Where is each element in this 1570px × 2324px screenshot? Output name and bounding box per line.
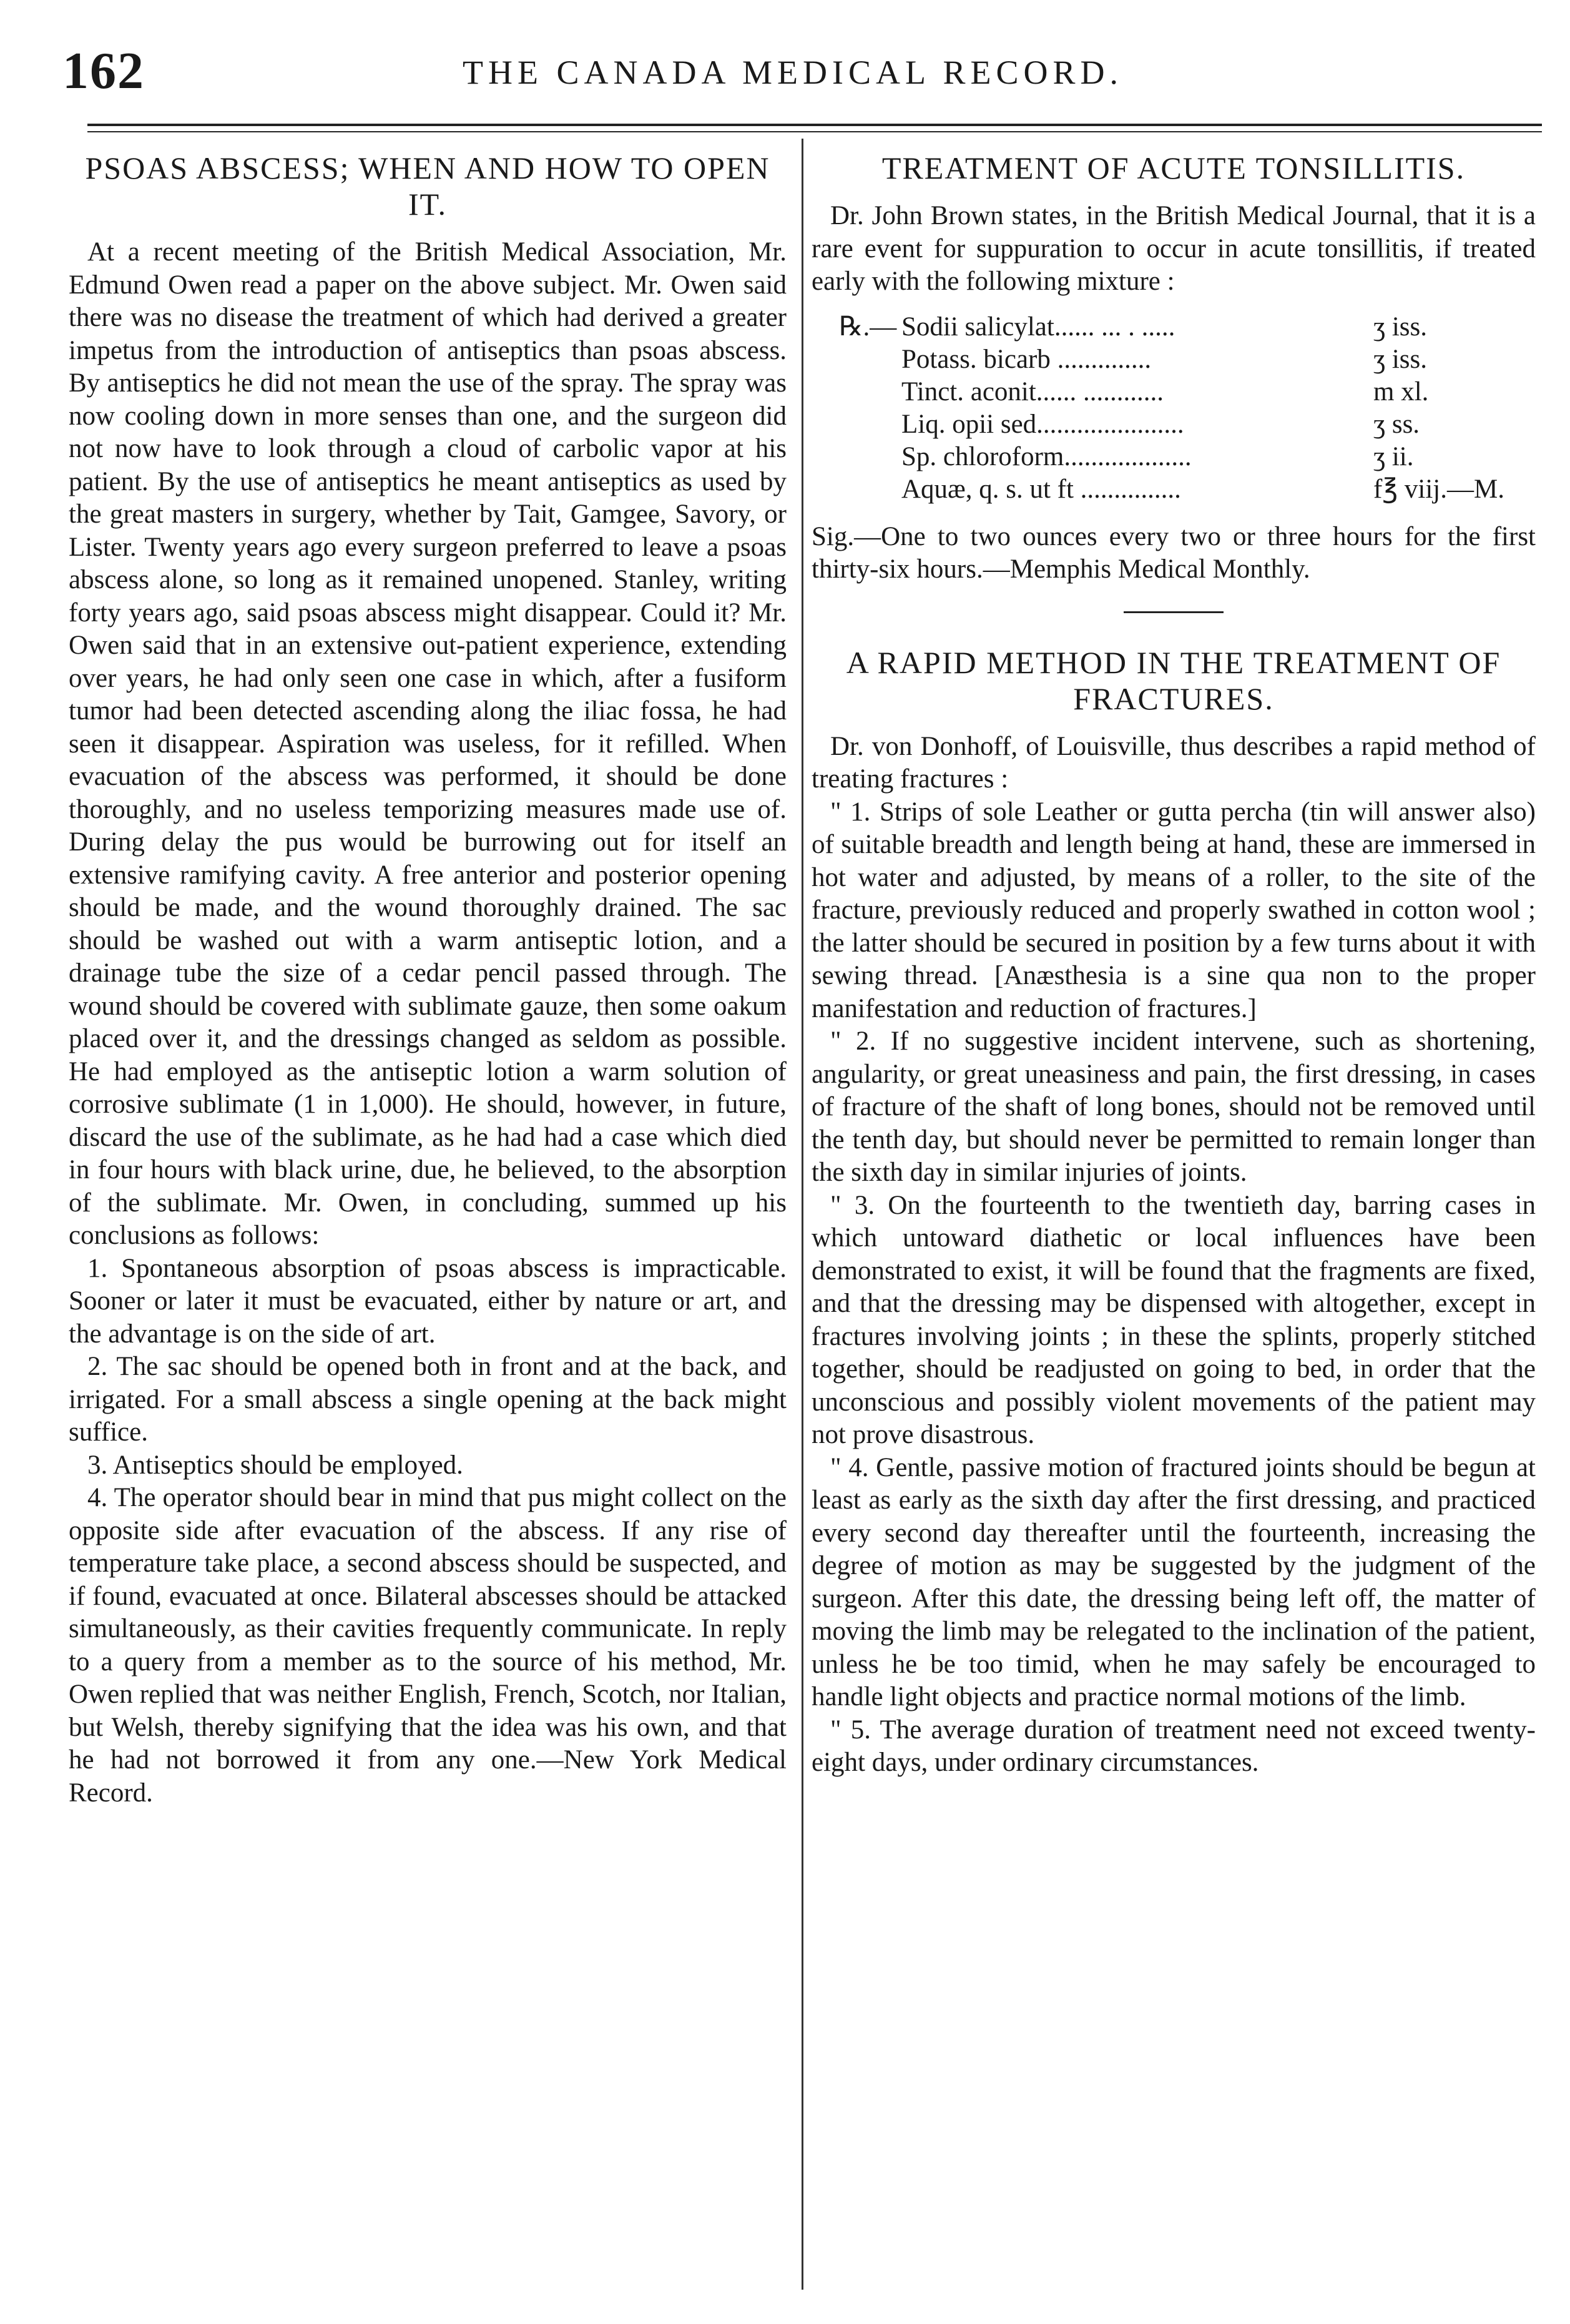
rx-symbol [839, 376, 901, 408]
prescription-line [839, 408, 1536, 441]
prescription [839, 311, 1536, 506]
column-divider [802, 139, 803, 2290]
dose: ʒ iss. [1373, 344, 1427, 374]
dose: m xl. [1373, 377, 1429, 406]
paragraph: At a recent meeting of the British Medical Association, Mr. Edmund Owen read a paper on the above subject. Mr. Owen said there was no disease the treatment of which had derived a greater impetus from the introduction of antiseptics than psoas abscess. By antiseptics he did not mean the use of the spray. The spray was now cooling down in more senses than one, and the surgeon did not now have to look through a cloud of carbolic vapor at his patient. By the use of antiseptics he meant antiseptics as used by the great masters in surgery, whether by Tait, Gamgee, Savory, or Lister. Twenty years ago every surgeon preferred to leave a psoas abscess alone, so long as it remained unopened. Stanley, writing forty years ago, said psoas abscess might disappear. Could it? Mr. Owen said that in an extensive out-patient experience, extending over years, he had only seen one case in which, after a fusiform tumor had been detected ascending along the iliac fossa, he had seen it disappear. Aspiration was useless, for it refilled. When evacuation of the abscess was performed, it should be done thoroughly, and no useless temporizing measures made use of. During delay the pus would be burrowing out for itself an extensive ramifying cavity. A free anterior and posterior opening should be made, and the wound thoroughly drained. The sac should be washed out with a warm antiseptic lotion, and a drainage tube the size of a cedar pencil passed through. The wound should be covered with sublimate gauze, then some oakum placed over it, and the dressings changed as seldom as possible. He had employed as the antiseptic lotion a warm solution of corrosive sublimate (1 in 1,000). He should, however, in future, discard the use of the sublimate, as he had had a case which died in four hours with black urine, due, he believed, to the absorption of the sublimate. Mr. Owen, in concluding, summed up his conclusions as follows: [69, 237, 787, 1250]
prescription-line [839, 441, 1536, 473]
paragraph: Dr. John Brown states, in the British Medical Journal, that it is a rare event for suppuration to occur in acute tonsillitis, if treated early with the following mixture : [812, 201, 1536, 296]
dose: ʒ iss. [1373, 312, 1427, 342]
header-rule-thick [87, 124, 1542, 126]
prescription-line [839, 473, 1536, 506]
signa-paragraph: Sig.—One to two ounces every two or three hours for the first thirty-six hours.—Memphis Medical Monthly. [812, 521, 1536, 584]
ingredient: Sp. chloroform................... [901, 441, 1192, 471]
conclusion-item: 4. The operator should bear in mind that pus might collect on the opposite side after evacuation of the abscess. If any rise of temperature take place, a second abscess should be suspected, and if found, evacuated at once. Bilateral abscesses should be attacked simultaneously, as their cavities frequently communicate. In reply to a query from a member as to the source of his method, Mr. Owen replied that was neither English, French, Scotch, nor Italian, but Welsh, thereby signifying that the idea was his own, and that he had not borrowed it from any one.—New York Medical Record. [69, 1483, 787, 1808]
rx-symbol [839, 343, 901, 376]
header-rule-thin [87, 131, 1542, 132]
prescription-line [839, 343, 1536, 376]
dose: ʒ ii. [1373, 441, 1414, 471]
rx-symbol [839, 408, 901, 441]
rx-symbol [839, 441, 901, 473]
ingredient: Potass. bicarb .............. [901, 344, 1152, 374]
rx-symbol: ℞.— [839, 312, 897, 342]
numbered-paragraph: " 1. Strips of sole Leather or gutta percha (tin will answer also) of suitable breadth and length being at hand, these are immersed in hot water and adjusted, by means of a roller, to the site of the fracture, previously reduced and properly swathed in cotton wool ; the latter should be secured in position by a few turns about it with sewing thread. [Anæsthesia is a sine qua non to the proper manifestation and reduction of fractures.] [812, 797, 1536, 1023]
numbered-paragraph: " 2. If no suggestive incident intervene, such as shortening, angularity, or great uneasiness and pain, the first dressing, in cases of fracture of the shaft of long bones, should not be removed until the tenth day, but should never be permitted to remain longer than the sixth day in similar injuries of joints. [812, 1027, 1536, 1187]
ingredient: Aquæ, q. s. ut ft ............... [901, 474, 1181, 504]
article-title-fractures: A RAPID METHOD IN THE TREATMENT OF FRACTURES. [846, 644, 1501, 716]
numbered-paragraph: " 4. Gentle, passive motion of fractured joints should be begun at least as early as the sixth day after the first dressing, and practiced every second day thereafter until the fourteenth, increasing the degree of motion as may be suggested by the judgment of the surgeon. After this date, the dressing being left off, the matter of moving the limb may be relegated to the inclination of the patient, unless he be too timid, when he may safely be encouraged to handle light objects and practice normal motions of the limb. [812, 1452, 1536, 1711]
left-column [69, 150, 787, 1809]
article-title-psoas: PSOAS ABSCESS; WHEN AND HOW TO OPEN IT. [85, 150, 770, 222]
article-title-tonsillitis: TREATMENT OF ACUTE TONSILLITIS. [881, 150, 1466, 185]
page-number: 162 [62, 42, 145, 100]
conclusion-item: 3. Antiseptics should be employed. [87, 1450, 463, 1480]
ingredient: Liq. opii sed...................... [901, 409, 1184, 439]
running-title: THE CANADA MEDICAL RECORD. [463, 54, 1123, 91]
right-column [812, 150, 1536, 1780]
ingredient: Tinct. aconit...... ............ [901, 377, 1164, 406]
page-header [50, 34, 1536, 109]
numbered-paragraph: " 5. The average duration of treatment need not exceed twenty-eight days, under ordinary circumstances. [812, 1715, 1536, 1777]
dose: f℥ viij.—M. [1373, 474, 1504, 504]
ingredient: Sodii salicylat...... ... . ..... [901, 312, 1175, 342]
conclusion-item: 1. Spontaneous absorption of psoas abscess is impracticable. Sooner or later it must be evacuated, either by nature or art, and the advantage is on the side of art. [69, 1253, 787, 1349]
section-divider [1124, 611, 1224, 613]
prescription-line [839, 376, 1536, 408]
conclusion-item: 2. The sac should be opened both in front and at the back, and irrigated. For a small abscess a single opening at the back might suffice. [69, 1352, 787, 1447]
rx-symbol [839, 473, 901, 506]
prescription-line [839, 311, 1536, 343]
numbered-paragraph: " 3. On the fourteenth to the twentieth day, barring cases in which untoward diathetic or local influences have been demonstrated to exist, it will be found that the fragments are fixed, and that the dressing may be dispensed with altogether, except in fractures involving joints ; in these the splints, properly stitched together, should be readjusted on going to bed, in order that the unconscious and possibly violent movements of the patient may not prove disastrous. [812, 1190, 1536, 1449]
paragraph: Dr. von Donhoff, of Louisville, thus describes a rapid method of treating fractures : [812, 731, 1536, 794]
dose: ʒ ss. [1373, 409, 1420, 439]
